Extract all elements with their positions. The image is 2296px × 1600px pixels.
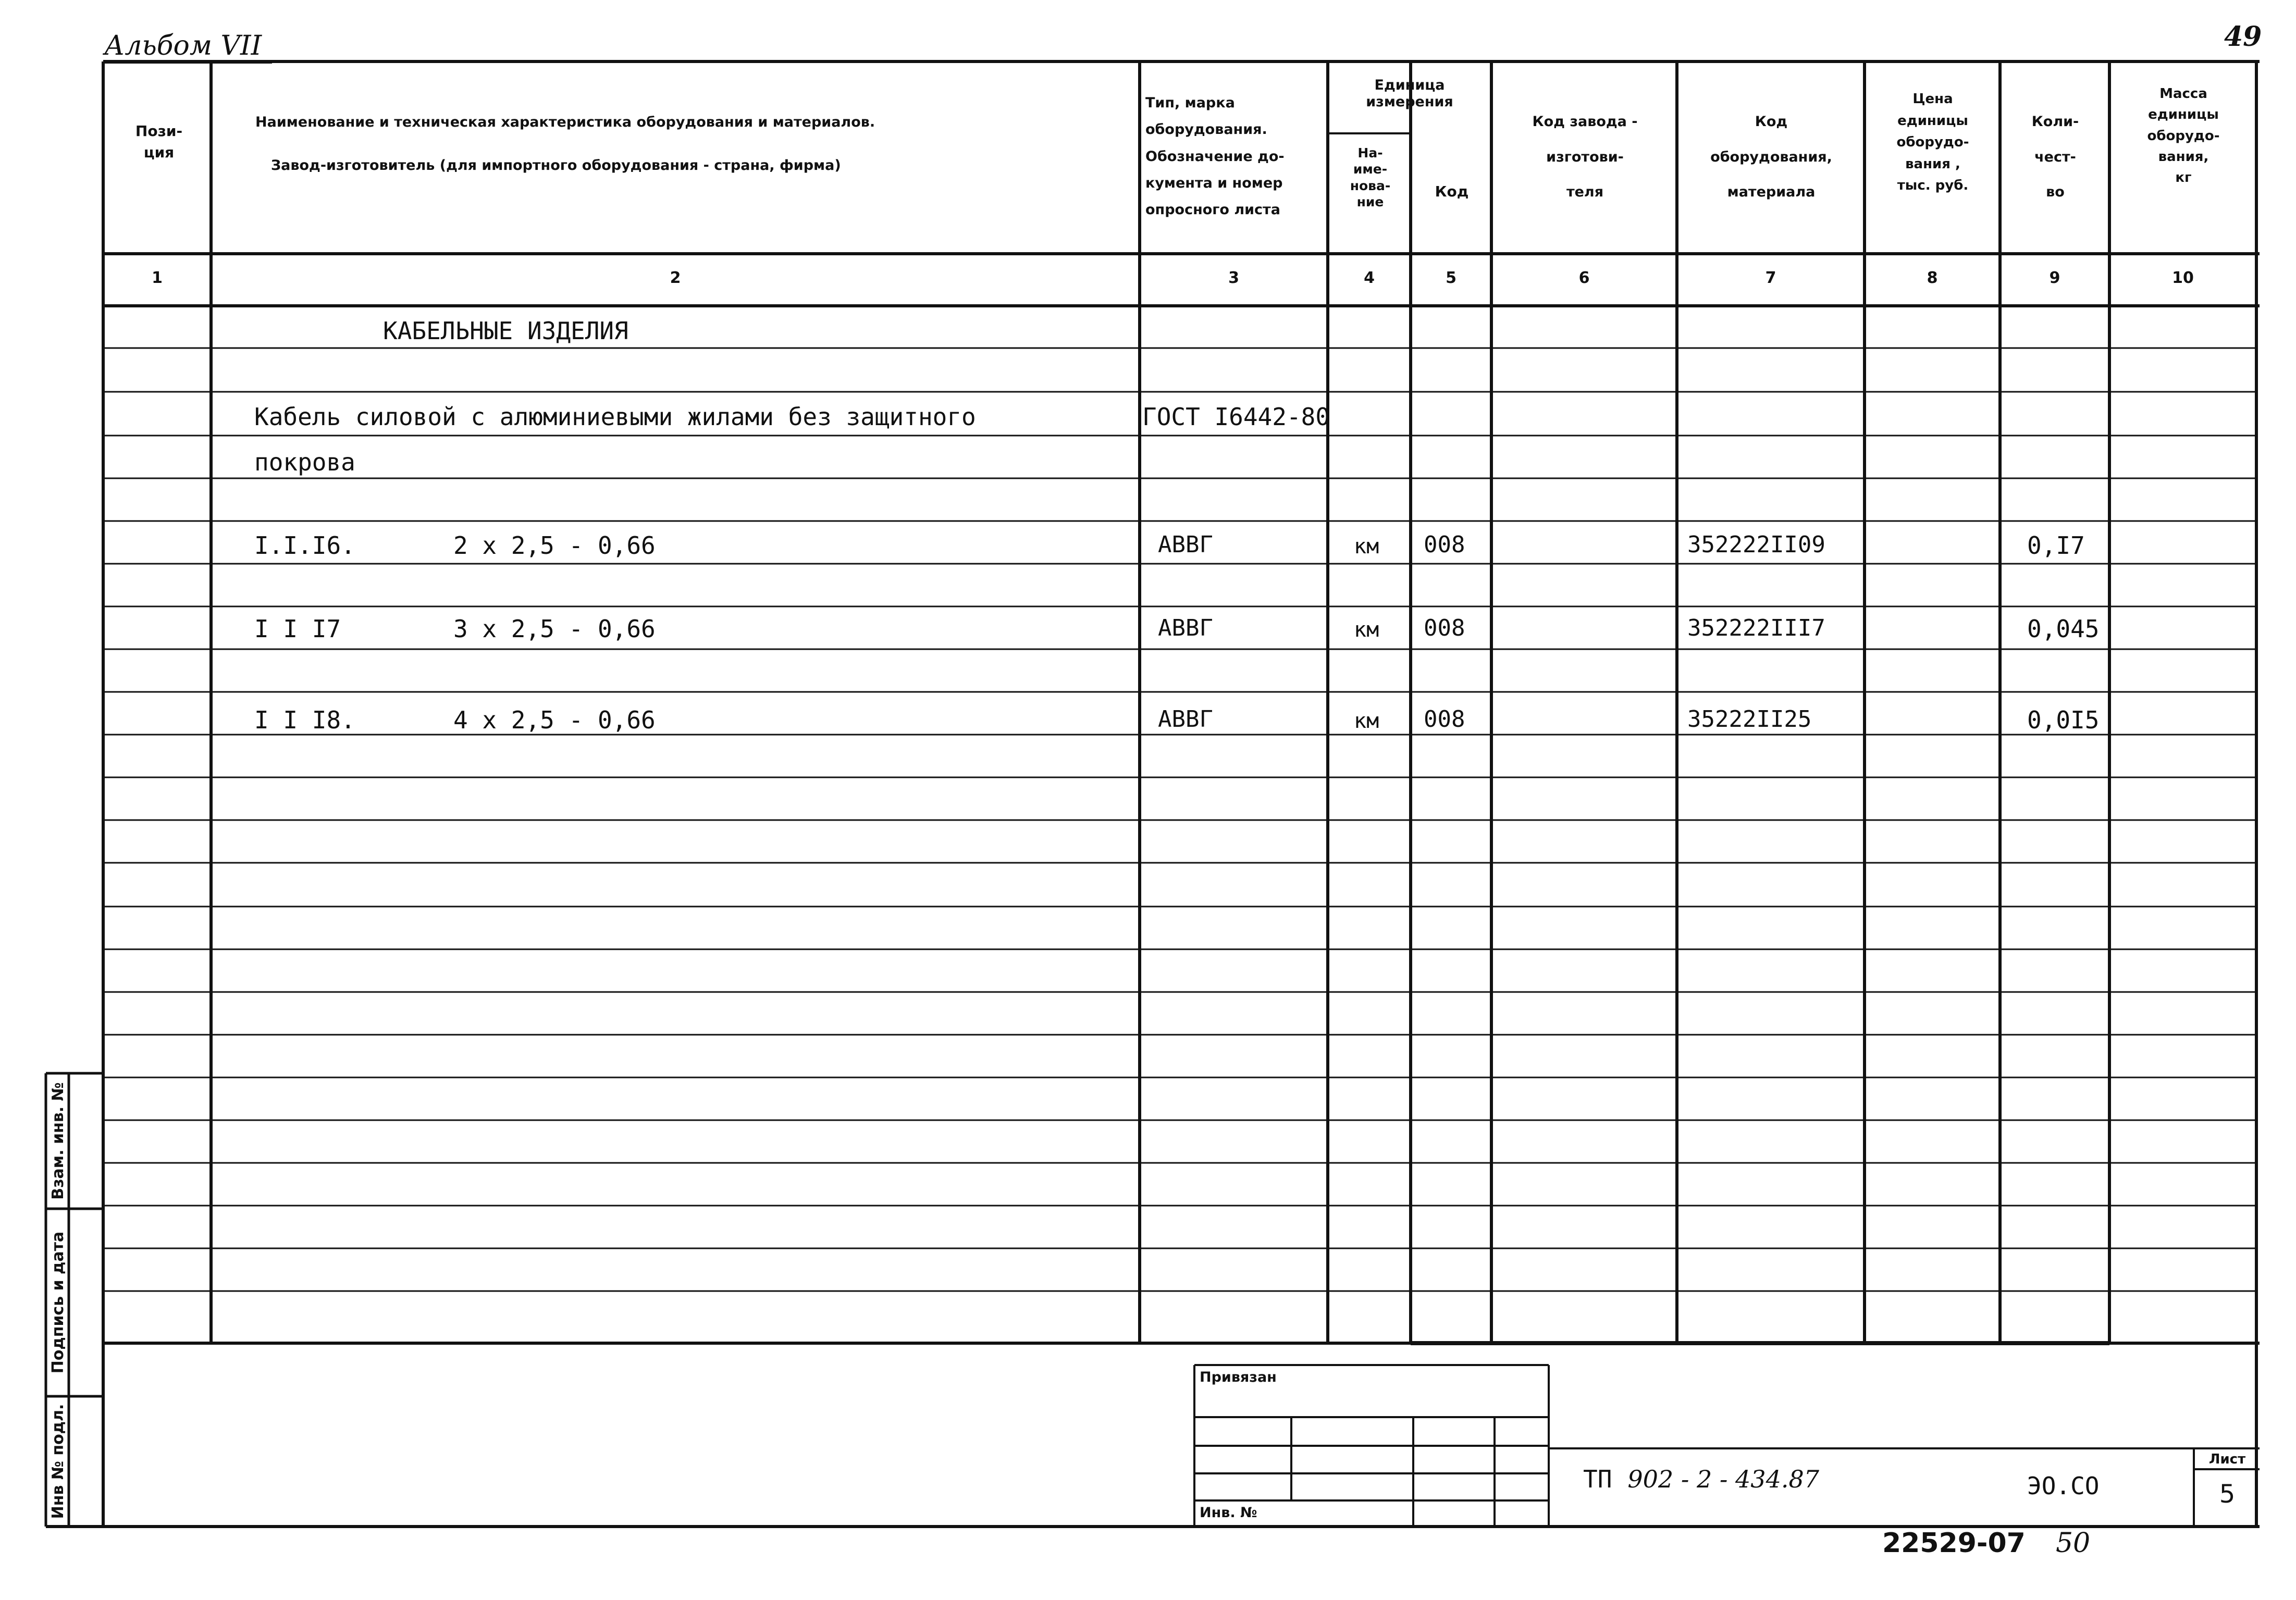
side-stamp-signature: Подпись и дата <box>49 1231 67 1374</box>
album-label: Альбом VII <box>104 30 272 64</box>
col-number-7: 7 <box>1765 269 1776 287</box>
col-number-8: 8 <box>1927 269 1938 287</box>
col-header-mass: Масса единицы оборудо- вания, кг <box>2147 86 2220 186</box>
col-number-2: 2 <box>670 269 681 287</box>
section-title: КАБЕЛЬНЫЕ ИЗДЕЛИЯ <box>383 317 628 345</box>
col-header-equipment-code: Код оборудования, материала <box>1710 114 1832 200</box>
document-designation <box>1583 1465 1819 1493</box>
row-position: I I I7 <box>254 615 341 643</box>
row-position: I I I8. <box>254 706 355 734</box>
col-header-unit-code: Код <box>1435 183 1469 200</box>
sheet-number: 5 <box>2219 1480 2236 1509</box>
col-number-5: 5 <box>1446 269 1456 287</box>
row-unit: км <box>1354 535 1379 559</box>
col-number-4: 4 <box>1364 269 1375 287</box>
row-type: АВВГ <box>1158 615 1213 641</box>
archive-number-value: 22529-07 <box>1882 1528 2026 1559</box>
archive-sheet: 50 <box>2055 1528 2091 1559</box>
row-quantity: 0,045 <box>2027 615 2100 643</box>
col-number-9: 9 <box>2049 269 2060 287</box>
col-number-10: 10 <box>2172 269 2194 287</box>
row-spec: 3 x 2,5 - 0,66 <box>453 615 656 643</box>
row-spec: 2 x 2,5 - 0,66 <box>453 531 656 560</box>
cable-description-line2: покрова <box>254 448 355 476</box>
archive-number <box>1882 1528 2090 1559</box>
row-unit-code: 008 <box>1424 615 1465 641</box>
document-prefix: ТП <box>1583 1465 1612 1493</box>
row-unit: км <box>1354 709 1379 733</box>
row-material-code: 352222III7 <box>1687 615 1825 641</box>
cable-standard: ГОСТ I6442-80 <box>1142 403 1330 431</box>
sheet-label: Лист <box>2208 1452 2246 1467</box>
page-number: 49 <box>2224 21 2262 53</box>
cable-description-line1: Кабель силовой с алюминиевыми жилами без защитного <box>254 403 976 431</box>
col-header-unit-group: Единица измерения <box>1366 77 1453 110</box>
col-header-position: Пози- ция <box>135 122 183 161</box>
row-quantity: 0,I7 <box>2027 531 2085 560</box>
row-type: АВВГ <box>1158 531 1213 558</box>
side-stamp-inventory: Инв № подл. <box>49 1404 67 1519</box>
col-header-quantity: Коли- чест- во <box>2031 114 2079 200</box>
privyazan-label: Привязан <box>1200 1369 1277 1385</box>
row-material-code: 352222II09 <box>1687 531 1825 558</box>
col-number-6: 6 <box>1578 269 1590 287</box>
row-type: АВВГ <box>1158 706 1213 733</box>
side-stamp-replacement: Взам. инв. № <box>49 1082 67 1200</box>
row-unit-code: 008 <box>1424 531 1465 558</box>
inventory-number-label: Инв. № <box>1200 1505 1257 1521</box>
col-header-name-line2: Завод-изготовитель (для импортного оборудования - страна, фирма) <box>271 157 841 174</box>
col-header-name <box>219 112 1032 176</box>
row-unit-code: 008 <box>1424 706 1465 733</box>
col-header-name-line1: Наименование и техническая характеристика оборудования и материалов. <box>255 114 875 130</box>
col-header-type: Тип, марка оборудования. Обозначение до- кумента и номер опросного листа <box>1145 95 1285 218</box>
row-quantity: 0,0I5 <box>2027 706 2100 734</box>
col-number-1: 1 <box>152 269 163 287</box>
col-header-price: Цена единицы оборудо- вания , тыс. руб. <box>1896 91 1969 194</box>
col-header-unit-name: На- име- нова- ние <box>1350 145 1391 209</box>
row-spec: 4 x 2,5 - 0,66 <box>453 706 656 734</box>
document-number: 902 - 2 - 434.87 <box>1627 1465 1819 1493</box>
col-number-3: 3 <box>1228 269 1239 287</box>
sheet-code: ЭО.СО <box>2027 1472 2100 1500</box>
row-position: I.I.I6. <box>254 531 355 560</box>
row-material-code: 35222II25 <box>1687 706 1812 733</box>
col-header-factory-code: Код завода - изготови- теля <box>1532 114 1638 200</box>
row-unit: км <box>1354 618 1379 642</box>
